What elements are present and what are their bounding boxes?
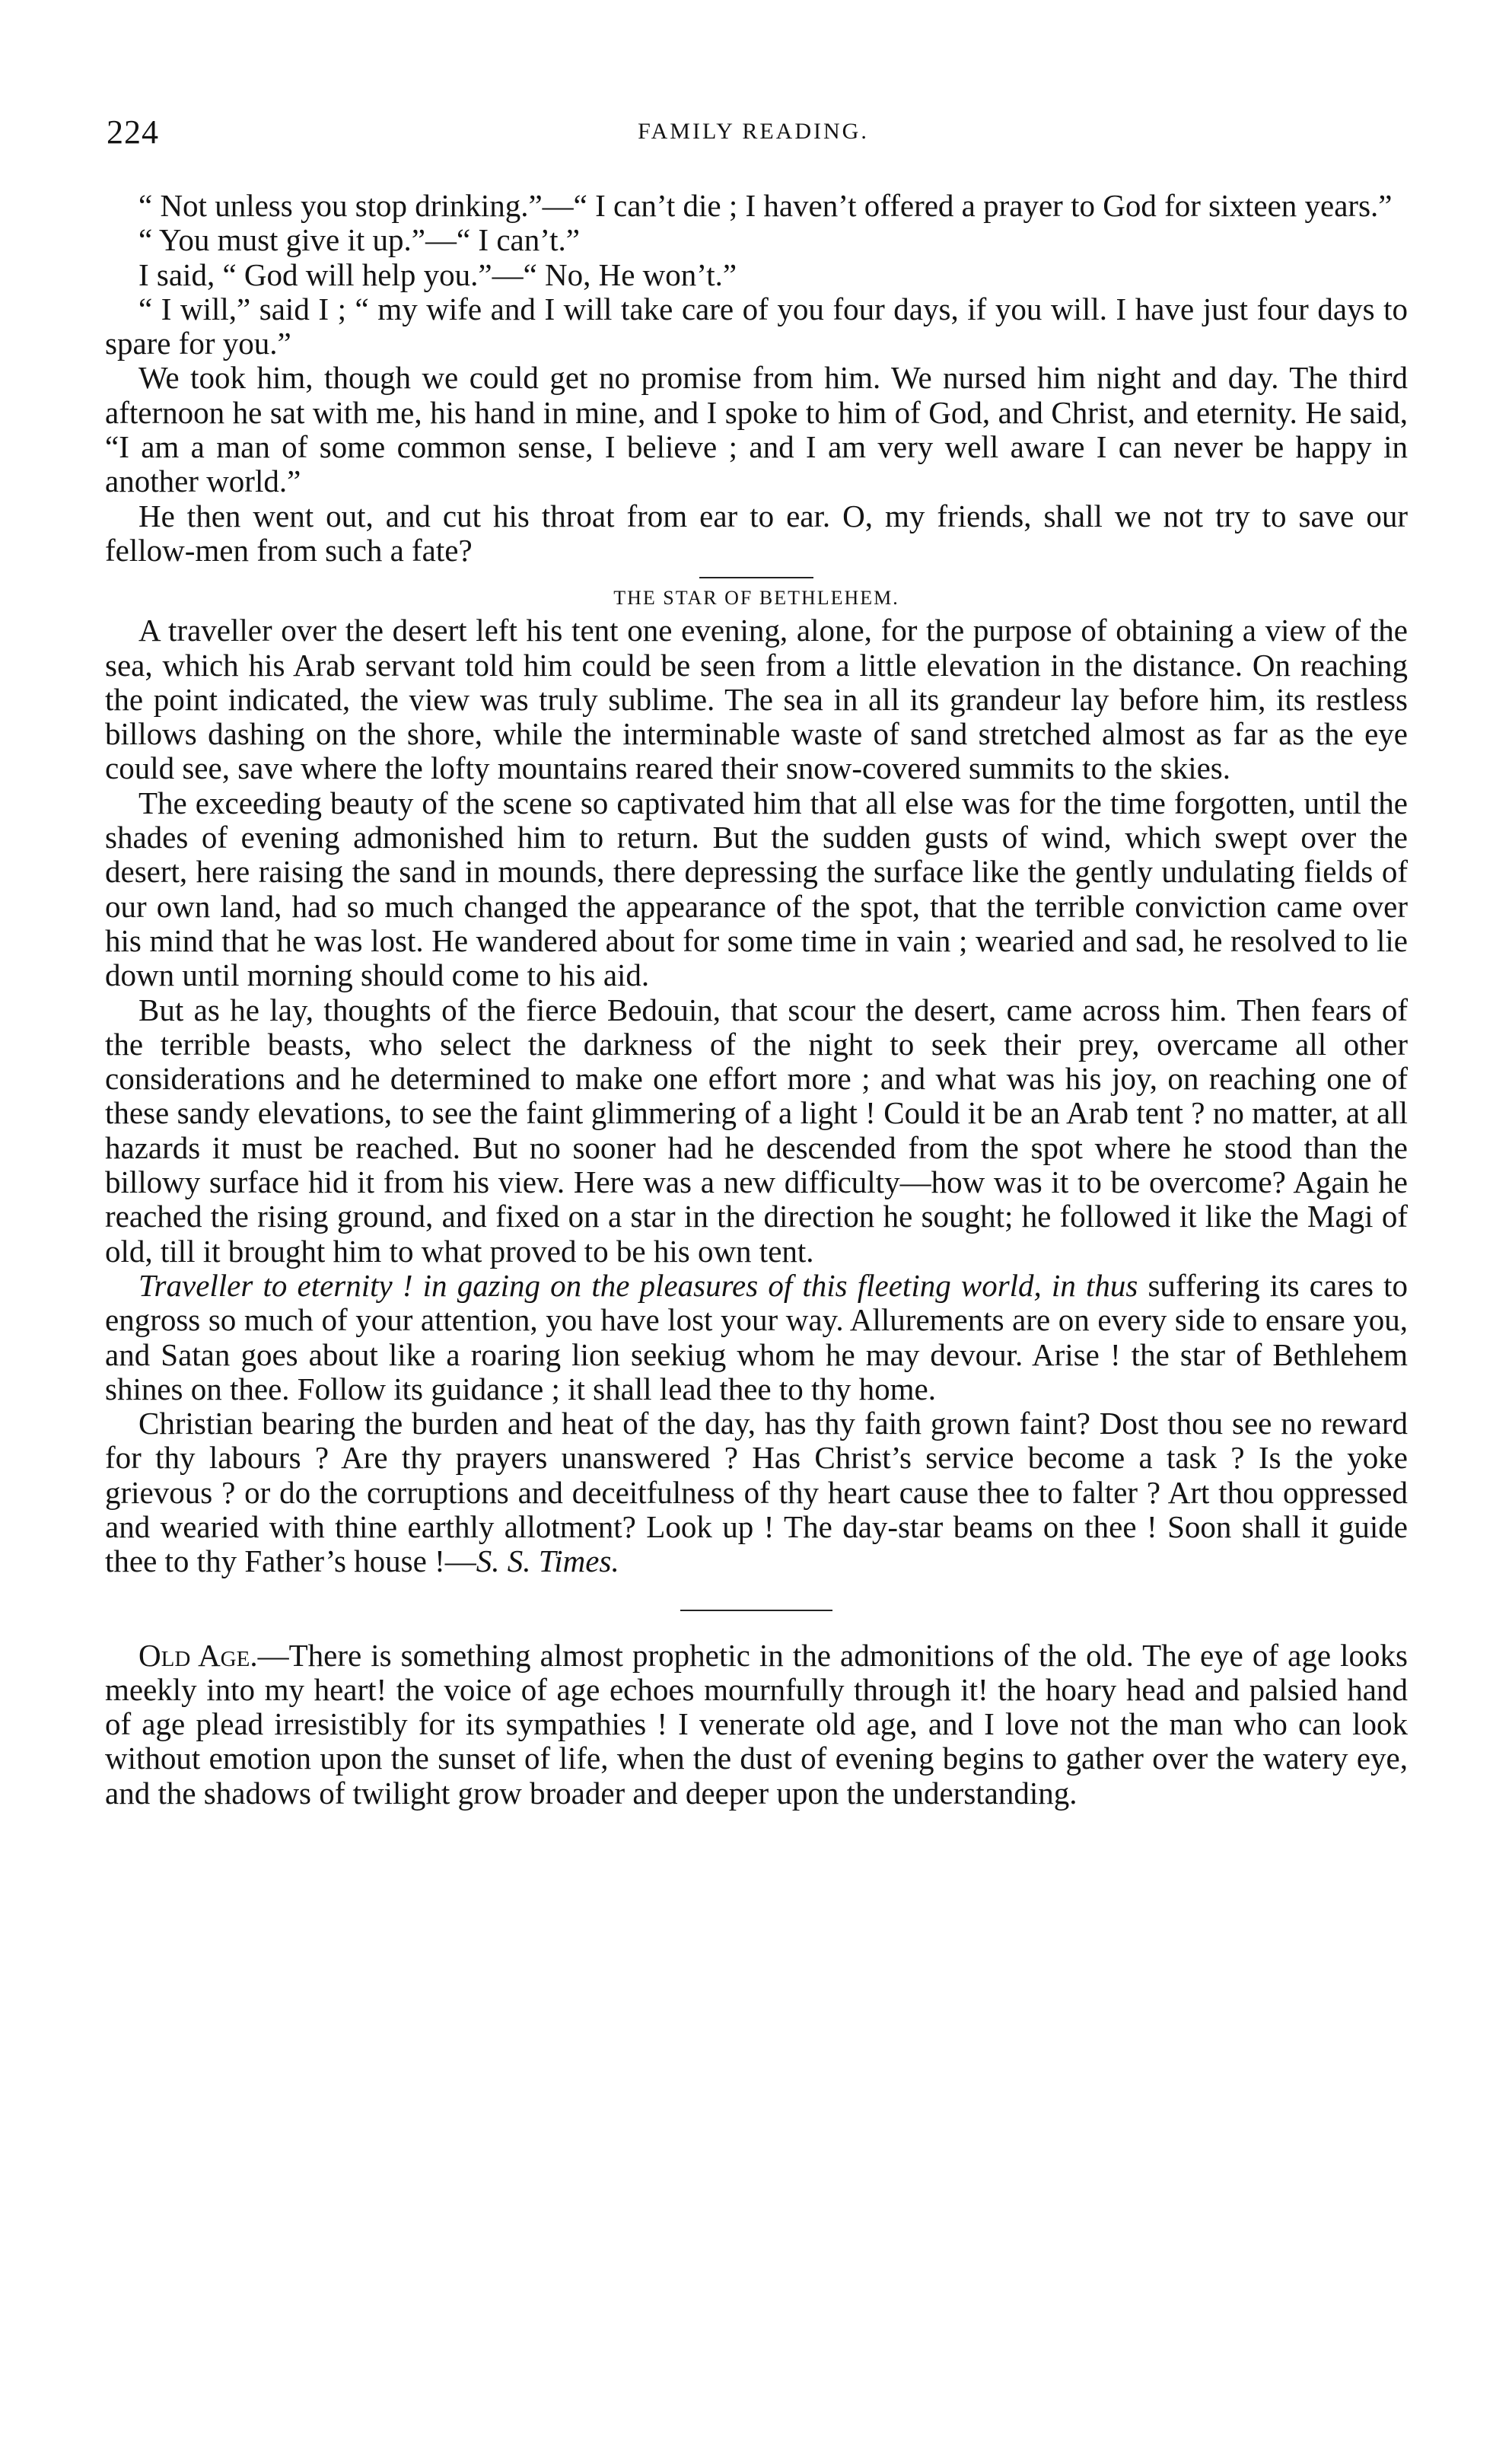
paragraph-text: Christian bearing the burden and heat of the day, has thy faith grown faint? Dost thou see no reward for thy labours ? Are thy prayers unanswered ? Has Christ’s service become a task ? Is the yoke grievous ? or do the corruptions and deceitfulness of thy heart cause thee to falter ? Art thou oppressed and wearied with thine earthly allotment? Look up ! The day-star beams on thee ! Soon shall it guide thee to thy Father’s house !— [105, 1406, 1408, 1579]
page-body [105, 189, 1408, 1811]
story-star-of-bethlehem [105, 583, 1408, 1578]
section-lead: Old Age. [138, 1637, 258, 1673]
paragraph-text: suffering its cares to engross so much of your attention, you have lost your way. Allurements are on every side to ensare you, and Satan goes about like a roaring lion seekiug whom he may devour. Arise ! the star of Bethlehem shines on thee. Follow its guidance ; it shall lead thee to thy home. [105, 1267, 1408, 1406]
page-header [99, 113, 1408, 158]
paragraph [105, 1639, 1408, 1811]
italic-phrase: Traveller to eternity ! in gazing on the pleasures of this fleeting world, in thus [138, 1267, 1138, 1303]
paragraph: But as he lay, thoughts of the fierce Bedouin, that scour the desert, came across him. Then fears of the terrible beasts, who select the darkness of the night to seek their prey, overcame all other considerations and he determined to make one effort more ; and what was his joy, on reaching one of these sandy elevations, to see the faint glimmering of a light ! Could it be an Arab tent ? no matter, at all hazards it must be reached. But no sooner had he descended from the spot where he stood than the billowy surface hid it from his view. Here was a new difficulty—how was it to be overcome? Again he reached the rising ground, and fixed on a star in the direction he sought; he followed it like the Magi of old, till it brought him to what proved to be his own tent. [105, 992, 1408, 1269]
story-old-age [105, 1639, 1408, 1811]
paragraph: “ You must give it up.”—“ I can’t.” [138, 222, 580, 258]
paragraph: “ I will,” said I ; “ my wife and I will take care of you four days, if you will. I have just four days to spare for you.” [105, 291, 1408, 362]
paragraph: The exceeding beauty of the scene so captivated him that all else was for the time forgotten, until the shades of evening admonished him to return. But the sudden gusts of wind, which swept over the desert, here raising the sand in mounds, there depressing the surface like the gently undulating fields of our own land, had so much changed the appearance of the spot, that the terrible conviction came over his mind that he was lost. He wandered about for some time in vain ; wearied and sad, he resolved to lie down until morning should come to his aid. [105, 785, 1408, 993]
section-divider [699, 577, 813, 578]
paragraph: A traveller over the desert left his tent one evening, alone, for the purpose of obtaining a view of the sea, which his Arab servant told him could be seen from a little elevation in the distance. On reaching the point indicated, the view was truly sublime. The sea in all its grandeur lay before him, its restless billows dashing on the shore, while the interminable waste of sand stretched almost as far as the eye could see, save where the lofty mountains reared their snow-covered summits to the skies. [105, 613, 1408, 786]
paragraph [105, 1406, 1408, 1578]
paragraph: He then went out, and cut his throat from ear to ear. O, my friends, shall we not try to save our fellow-men from such a fate? [105, 498, 1408, 568]
section-title: THE STAR OF BETHLEHEM. [613, 587, 899, 610]
paragraph-text: —There is something almost prophetic in the admonitions of the old. The eye of age looks meekly into my heart! the voice of age echoes mournfully through it! the hoary head and palsied hand of age plead irresistibly for its sympathies ! I venerate old age, and I love not the man who can look without emotion upon the sunset of life, when the dust of evening begins to gather over the watery eye, and the shadows of twilight grow broader and deeper upon the understanding. [105, 1637, 1408, 1811]
paragraph: I said, “ God will help you.”—“ No, He won’t.” [138, 256, 737, 292]
paragraph: We took him, though we could get no promise from him. We nursed him night and day. The third afternoon he sat with me, his hand in mine, and I spoke to him of God, and Christ, and eternity. He said, “I am a man of some common sense, I believe ; and I am very well aware I can never be happy in another world.” [105, 360, 1408, 499]
page-number: 224 [107, 113, 159, 151]
source-citation: S. S. Times. [476, 1543, 619, 1579]
paragraph: “ Not unless you stop drinking.”—“ I can’t die ; I haven’t offered a prayer to God for sixteen years.” [138, 188, 1393, 223]
section-divider [680, 1610, 832, 1611]
story-drinking [105, 189, 1408, 568]
paragraph [105, 1269, 1408, 1406]
running-head: FAMILY READING. [638, 119, 869, 144]
